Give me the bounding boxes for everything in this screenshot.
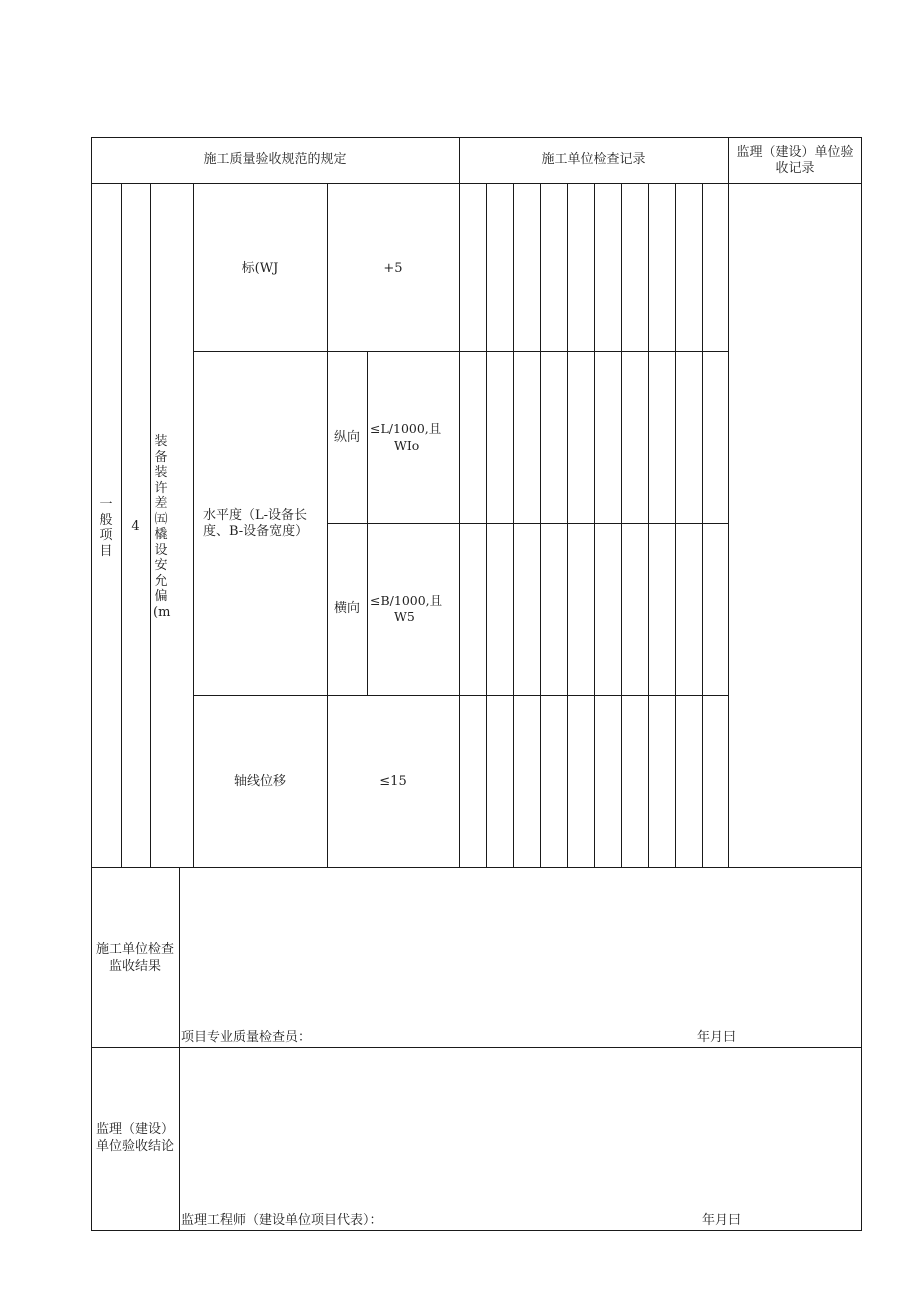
direction-value-divider [367, 351, 368, 695]
supervision-result-signer: 监理工程师（建设单位项目代表）： [181, 1213, 383, 1228]
row-divider-items [91, 867, 862, 868]
name-column-divider [193, 183, 194, 868]
construction-result-date: 年月曰 [697, 1030, 737, 1045]
row-divider-results [91, 1047, 862, 1048]
record-cell-divider [648, 183, 649, 868]
record-cell-divider [702, 183, 703, 868]
construction-result-signer: 项目专业质量检查员： [181, 1030, 312, 1045]
table-top-border [91, 137, 862, 138]
row-divider-longitudinal [327, 523, 729, 524]
record-cell-divider [486, 183, 487, 868]
supervision-result-label: 监理（建设）单位验收结论 [95, 1122, 174, 1154]
spec-record-divider [459, 137, 460, 868]
result-label-divider [179, 867, 180, 1231]
transverse-value-line1: ≤B/1000,且 [370, 593, 443, 608]
longitudinal-label: 纵向 [333, 430, 360, 445]
transverse-value-line2: W5 [394, 609, 415, 624]
number-column-divider [150, 183, 151, 868]
record-cell-divider [594, 183, 595, 868]
record-cell-divider [567, 183, 568, 868]
elevation-label: 标(WJ [241, 261, 279, 276]
axis-value: ≤15 [379, 774, 407, 789]
item-name: 装备装许差㈤橇设安允偏(m [153, 434, 171, 620]
table-right-border [861, 137, 862, 1231]
construction-record-title: 施工单位检查记录 [541, 152, 646, 167]
spec-title: 施工质量验收规范的规定 [203, 152, 347, 167]
label-value-divider [327, 183, 328, 868]
header-bottom-border [91, 183, 862, 184]
elevation-value: +5 [383, 261, 403, 276]
table-bottom-border [91, 1230, 862, 1231]
supervision-result-date: 年月曰 [702, 1213, 742, 1228]
item-number: 4 [131, 519, 140, 534]
supervision-record-title: 监理（建设）单位验收记录 [736, 145, 854, 176]
record-cell-divider [513, 183, 514, 868]
record-supervision-divider [728, 137, 729, 868]
level-label: 水平度（L-设备长度、B-设备宽度） [203, 508, 309, 539]
record-cell-divider [621, 183, 622, 868]
longitudinal-value-line1: ≤L/1000,且 [370, 421, 442, 436]
item-category: 一般项目 [99, 497, 113, 559]
transverse-label: 横向 [333, 601, 360, 616]
table-left-border [91, 137, 92, 1231]
construction-result-label: 施工单位检查监收结果 [95, 942, 174, 974]
longitudinal-value-line2: WIo [394, 438, 420, 453]
record-cell-divider [675, 183, 676, 868]
record-cell-divider [540, 183, 541, 868]
axis-label: 轴线位移 [233, 774, 286, 789]
